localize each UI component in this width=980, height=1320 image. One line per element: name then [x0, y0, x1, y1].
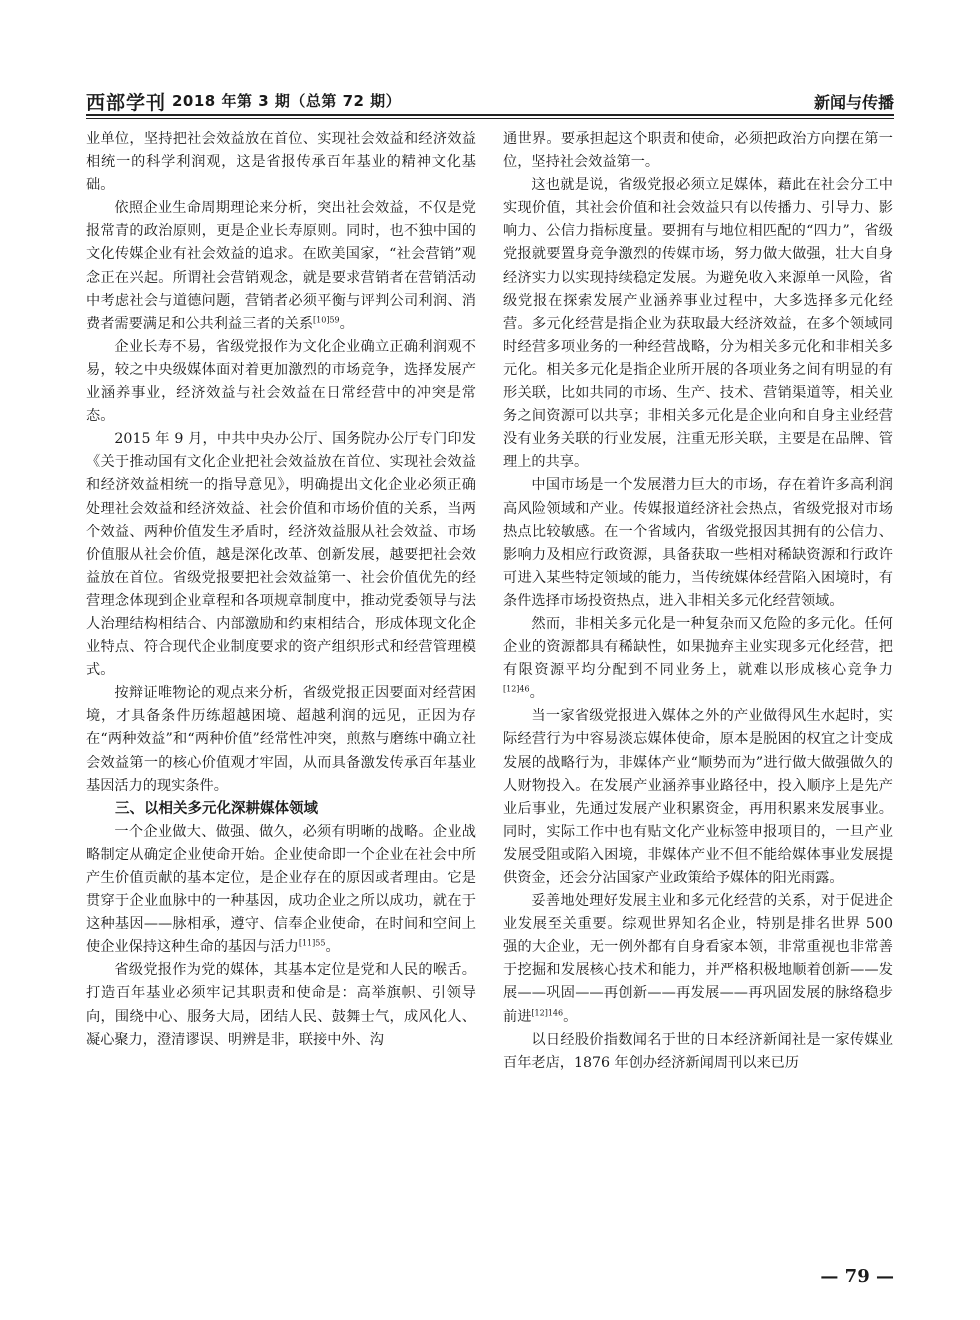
header-rule-thin: [86, 118, 894, 119]
citation-ref: [11]55: [298, 938, 326, 948]
running-header: [86, 88, 894, 114]
paragraph-end: 。: [339, 315, 354, 332]
paragraph-end: 。: [325, 939, 340, 956]
paragraph-text: 业单位，坚持把社会效益放在首位、实现社会效益和经济效益相统一的科学利润观，这是省报传承百年基业的精神文化基础。: [86, 131, 476, 194]
paragraph-text: 以日经股价指数闻名于世的日本经济新闻社是一家传媒业百年老店，1876 年创办经济新闻周刊以来已历: [503, 1031, 893, 1071]
issue-info: 2018 年第 3 期（总第 72 期）: [172, 92, 402, 110]
paragraph-text: 2015 年 9 月，中共中央办公厅、国务院办公厅专门印发《关于推动国有文化企业把社会效益放在首位、实现社会效益和经济效益相统一的指导意见》，明确提出文化企业必须正确处理社会效益和经济效益、社会价值和市场价值的关系，当两个效益、两种价值发生矛盾时，经济效益服从社会效益、市场价值服从社会价值，越是深化改革、创新发展，越要把社会效益放在首位。省级党报要把社会效益第一、社会价值优先的经营理念体现到企业章程和各项规章制度中，推动党委领导与法人治理结构相结合、内部激励和约束相结合，形成体现文化企业特点、符合现代企业制度要求的资产组织形式和经营管理模式。: [86, 431, 476, 679]
journal-logo: 西部学刊: [86, 92, 167, 114]
paragraph-text: 按辩证唯物论的观点来分析，省级党报正因要面对经营困境，才具备条件历练超越困境、超越利润的远见，正因为存在“两种效益”和“两种价值”经常性冲突，煎熬与磨练中确立社会效益第一的核心价值观才牢固，从而具备激发传承百年基业基因活力的现实条件。: [86, 685, 476, 794]
paragraph-text: 企业长寿不易，省级党报作为文化企业确立正确利润观不易，较之中央级媒体面对着更加激烈的市场竞争，选择发展产业涵养事业，经济效益与社会效益在日常经营中的冲突是常态。: [86, 338, 476, 425]
citation-ref: [12]146: [531, 1007, 564, 1017]
paragraph: [86, 959, 476, 1051]
paragraph: [86, 821, 476, 960]
page-number: — 79 —: [820, 1266, 894, 1287]
paragraph-end: 。: [529, 685, 544, 702]
paragraph-text: 中国市场是一个发展潜力巨大的市场，存在着许多高利润高风险领域和产业。传媒报道经济社会热点，省级党报对市场热点比较敏感。在一个省域内，省级党报因其拥有的公信力、影响力及相应行政资源，具备获取一些相对稀缺资源和行政许可进入某些特定领域的能力，当传统媒体经营陷入困境时，有条件选择市场投资热点，进入非相关多元化经营领域。: [503, 477, 893, 609]
citation-ref: [12]46: [503, 684, 530, 694]
paragraph-text: 这也就是说，省级党报必须立足媒体，藉此在社会分工中实现价值，其社会价值和社会效益只有以传播力、引导力、影响力、公信力指标度量。要拥有与地位相匹配的“四力”，省级党报就要置身竞争激烈的传媒市场，努力做大做强，壮大自身经济实力以实现持续稳定发展。为避免收入来源单一风险，省级党报在探索发展产业涵养事业过程中，大多选择多元化经营。多元化经营是指企业为获取最大经济效益，在多个领域同时经营多项业务的一种经营战略，分为相关多元化和非相关多元化。相关多元化是指企业所开展的各项业务之间有明显的有形关联，比如共同的市场、生产、技术、营销渠道等，相关业务之间资源可以共享；非相关多元化是企业向和自身主业经营没有业务关联的行业发展，注重无形关联，主要是在品牌、管理上的共享。: [503, 177, 893, 471]
right-column: [503, 128, 893, 1075]
section-heading: 三、以相关多元化深耕媒体领域: [115, 800, 318, 817]
paragraph: [503, 705, 893, 890]
paragraph: [503, 174, 893, 474]
paragraph-text: 依照企业生命周期理论来分析，突出社会效益，不仅是党报常青的政治原则，更是企业长寿原则。同时，也不独中国的文化传媒企业有社会效益的追求。在欧美国家，“社会营销”观念正在兴起。所谓社会营销观念，就是要求营销者在营销活动中考虑社会与道德问题，营销者必须平衡与评判公司利润、消费者需要满足和公共利益三者的关系: [86, 200, 476, 332]
paragraph-end: 。: [563, 1008, 578, 1025]
paragraph: [86, 682, 476, 797]
paragraph: [503, 474, 893, 613]
paragraph: [503, 1029, 893, 1075]
section-title: 新闻与传播: [813, 93, 894, 112]
left-column: [86, 128, 476, 1052]
paragraph: [86, 428, 476, 682]
paragraph-text: 然而，非相关多元化是一种复杂而又危险的多元化。任何企业的资源都具有稀缺性，如果抛弃主业实现多元化经营，把有限资源平均分配到不同业务上，就难以形成核心竞争力: [503, 615, 893, 679]
paragraph-text: 通世界。要承担起这个职责和使命，必须把政治方向摆在第一位，坚持社会效益第一。: [503, 131, 893, 171]
header-rule-thick: [86, 114, 894, 116]
paragraph: [86, 128, 476, 197]
citation-ref: [10]59: [313, 315, 340, 325]
paragraph-text: 一个企业做大、做强、做久，必须有明晰的战略。企业战略制定从确定企业使命开始。企业使命即一个企业在社会中所产生价值贡献的基本定位，是企业存在的原因或者理由。它是贯穿于企业血脉中的一种基因，成功企业之所以成功，就在于这种基因——脉相承，遵守、信奉企业使命，在时间和空间上使企业保持这种生命的基因与活力: [86, 823, 476, 956]
paragraph: [86, 336, 476, 428]
paragraph: [503, 613, 893, 705]
paragraph: [86, 197, 476, 336]
paragraph: [503, 890, 893, 1029]
paragraph-text: 当一家省级党报进入媒体之外的产业做得风生水起时，实际经营行为中容易淡忘媒体使命，原本是脱困的权宜之计变成发展的战略行为，非媒体产业“顺势而为”进行做大做强做久的人财物投入。在发展产业涵养事业路径中，投入顺序上是先产业后事业，先通过发展产业积累资金，再用积累来发展事业。同时，实际工作中也有贴文化产业标签申报项目的，一旦产业发展受阻或陷入困境，非媒体产业不但不能给媒体事业发展提供资金，还会分沾国家产业政策给予媒体的阳光雨露。: [503, 708, 893, 886]
paragraph-text: 妥善地处理好发展主业和多元化经营的关系，对于促进企业发展至关重要。综观世界知名企业，特别是排名世界 500 强的大企业，无一例外都有自身看家本领，非常重视也非常善于挖掘和发展核心技术和能力，并严格积极地顺着创新——发展——巩固——再创新——再发展——再巩固发展的脉络稳步前进: [503, 893, 893, 1025]
paragraph: [503, 128, 893, 174]
paragraph-text: 省级党报作为党的媒体，其基本定位是党和人民的喉舌。打造百年基业必须牢记其职责和使命是：高举旗帜、引领导向，围绕中心、服务大局，团结人民、鼓舞士气，成风化人、凝心聚力，澄清谬误、明辨是非，联接中外、沟: [86, 962, 476, 1048]
